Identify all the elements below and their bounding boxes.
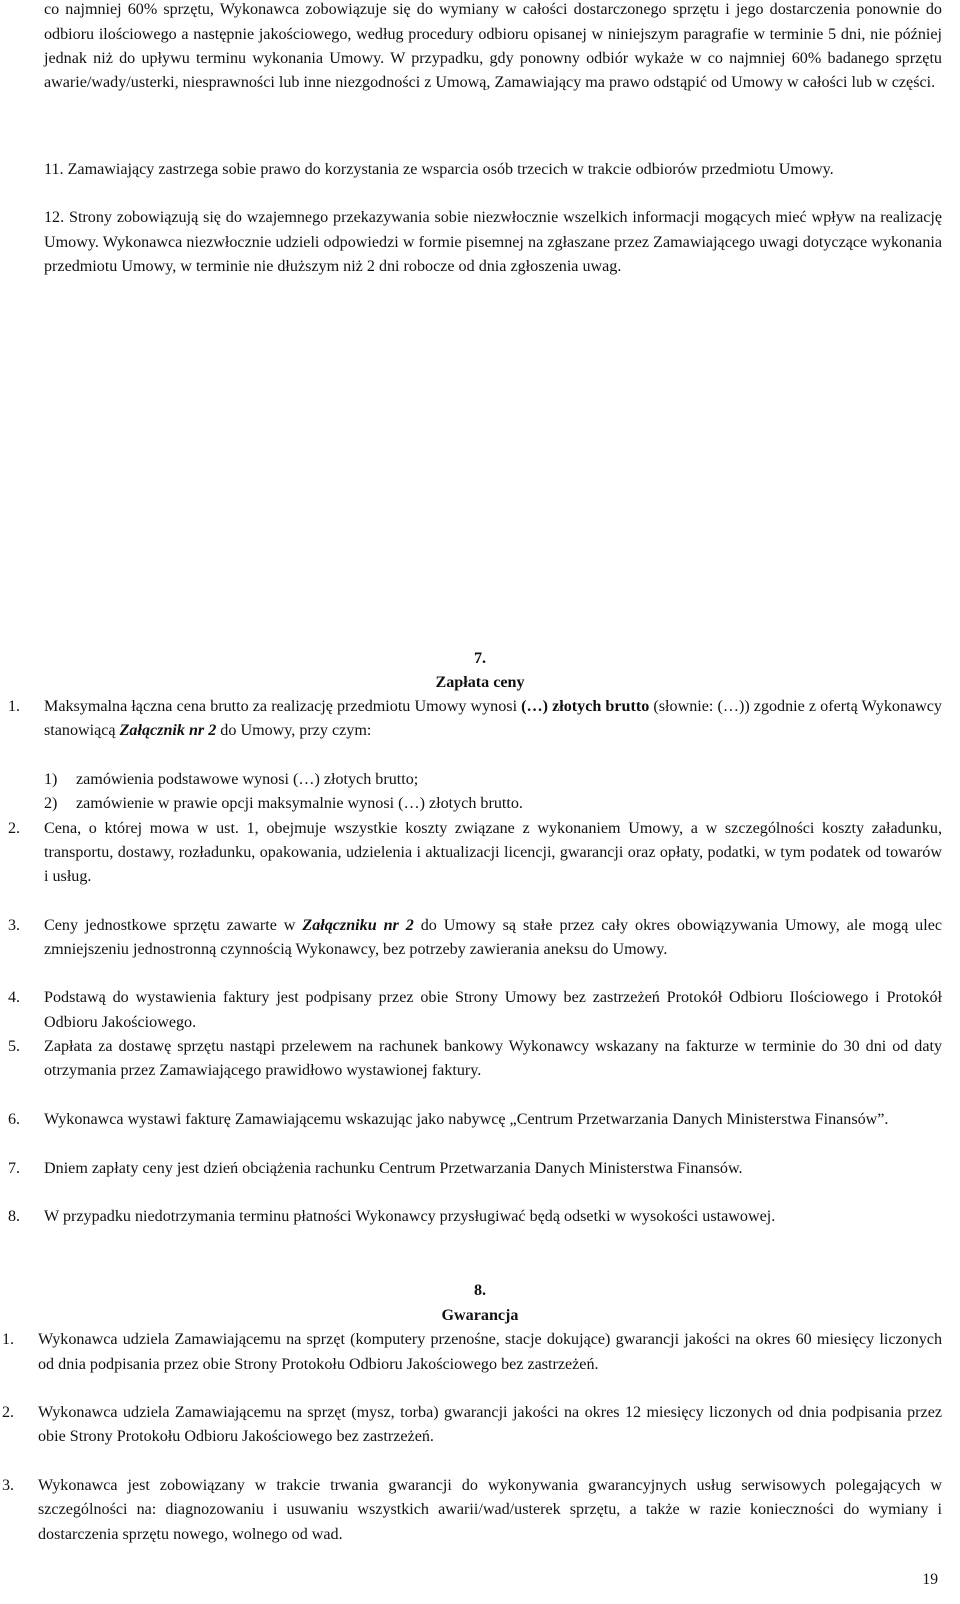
item-number: 1. <box>8 698 21 716</box>
subitem-text: zamówienie w prawie opcji maksymalnie wynosi (…) złotych brutto. <box>76 795 523 813</box>
item-text <box>44 695 942 744</box>
section-7-title: Zapłata ceny <box>435 674 525 692</box>
item-text <box>44 914 942 963</box>
item-number: 4. <box>8 989 21 1007</box>
paragraph-number: 12. <box>44 209 65 227</box>
section-7-number: 7. <box>473 649 487 667</box>
section-8-title: Gwarancja <box>441 1306 519 1324</box>
paragraph-10: co najmniej 60% sprzętu, Wykonawca zobowiązuje się do wymiany w całości dostarczonego sprzętu i jego dostarczenia ponownie do odbioru ilościowego a następnie jakościowego, według procedury odbioru opisanej w niniejszym paragrafie w terminie 5 dni, nie później jednak niż do upływu terminu wykonania Umowy. W przypadku, gdy ponowny odbiór wykaże w co najmniej 60% badanego sprzętu awarie/wady/usterki, niesprawności lub inne niezgodności z Umową, Zamawiający ma prawo odstąpić od Umowy w całości lub w części. <box>44 1 942 92</box>
item-number: 6. <box>8 1110 21 1128</box>
item-number: 3. <box>8 916 21 934</box>
attachment-reference: Załączniku nr 2 <box>302 916 414 934</box>
item-text-part: (słownie: (…)) zgodnie z ofertą Wykonawcy stanowiącą <box>44 698 942 740</box>
item-text: Podstawą do wystawienia faktury jest podpisany przez obie Strony Umowy bez zastrzeżeń Protokół Odbioru Ilościowego i Protokół Odbioru Jakościowego. <box>44 989 942 1031</box>
page-number: 19 <box>922 1570 938 1588</box>
item-text: Zapłata za dostawę sprzętu nastąpi przelewem na rachunek bankowy Wykonawcy wskazany na fakturze w terminie do 30 dni od daty otrzymania przez Zamawiającego prawidłowo wystawionej faktury. <box>44 1037 942 1080</box>
item-text-part: do Umowy, przy czym: <box>216 722 372 740</box>
paragraph-number: 11. <box>44 160 64 178</box>
item-number: 8. <box>8 1208 21 1226</box>
item-number: 5. <box>8 1037 21 1055</box>
item-number: 2. <box>8 819 21 837</box>
item-text-part: do Umowy są stałe przez cały okres obowiązywania Umowy, ale mogą ulec zmniejszeniu jednostronną czynnością Wykonawcy, bez potrzeby zawierania aneksu do Umowy. <box>44 916 942 959</box>
item-number: 1. <box>2 1331 15 1349</box>
item-text: Wykonawca udziela Zamawiającemu na sprzęt (komputery przenośne, stacje dokujące) gwarancji jakości na okres 60 miesięcy liczonych od dnia podpisania przez obie Strony Protokołu Odbioru Jakościowego bez zastrzeżeń. <box>38 1331 942 1373</box>
item-text: Wykonawca udziela Zamawiającemu na sprzęt (mysz, torba) gwarancji jakości na okres 12 miesięcy liczonych od dnia podpisania przez obie Strony Protokołu Odbioru Jakościowego bez zastrzeżeń. <box>38 1403 942 1446</box>
subitem-number: 1) <box>44 771 58 789</box>
item-number: 3. <box>2 1477 15 1495</box>
item-text-bold: (…) złotych brutto <box>521 698 650 716</box>
subitem-number: 2) <box>44 795 58 813</box>
section-8-number: 8. <box>473 1282 487 1300</box>
item-number: 2. <box>2 1403 15 1421</box>
item-text: Dniem zapłaty ceny jest dzień obciążenia rachunku Centrum Przetwarzania Danych Ministerstwa Finansów. <box>44 1159 743 1177</box>
paragraph-text: Strony zobowiązują się do wzajemnego przekazywania sobie niezwłocznie wszelkich informacji mogących mieć wpływ na realizację Umowy. Wykonawca niezwłocznie udzieli odpowiedzi w formie pisemnej na zgłaszane przez Zamawiającego uwagi dotyczące wykonania przedmiotu Umowy, w terminie nie dłuższym niż 2 dni robocze od dnia zgłoszenia uwag. <box>44 209 943 276</box>
subitem-text: zamówienia podstawowe wynosi (…) złotych brutto; <box>76 771 419 789</box>
item-text-part: Ceny jednostkowe sprzętu zawarte w <box>44 916 303 934</box>
paragraph-11 <box>44 158 942 182</box>
item-text: Cena, o której mowa w ust. 1, obejmuje wszystkie koszty związane z wykonaniem Umowy, a w szczególności koszty załadunku, transportu, dostawy, rozładunku, opakowania, udzielenia i aktualizacji licencji, gwarancji oraz opłaty, podatki, w tym podatek od towarów i usług. <box>44 819 942 886</box>
item-text-part: Maksymalna łączna cena brutto za realizację przedmiotu Umowy wynosi <box>44 698 522 716</box>
attachment-reference: Załącznik nr 2 <box>119 722 217 740</box>
item-text: W przypadku niedotrzymania terminu płatności Wykonawcy przysługiwać będą odsetki w wysokości ustawowej. <box>44 1208 776 1226</box>
paragraph-text: Zamawiający zastrzega sobie prawo do korzystania ze wsparcia osób trzecich w trakcie odbiorów przedmiotu Umowy. <box>67 160 834 178</box>
item-number: 7. <box>8 1159 21 1177</box>
item-text: Wykonawca wystawi fakturę Zamawiającemu wskazując jako nabywcę „Centrum Przetwarzania Danych Ministerstwa Finansów”. <box>44 1110 889 1128</box>
item-text: Wykonawca jest zobowiązany w trakcie trwania gwarancji do wykonywania gwarancyjnych usług serwisowych polegających w szczególności na: diagnozowaniu i usuwaniu wszystkich awarii/wad/usterek sprzętu, a także w razie konieczności do wymiany i dostarczenia sprzętu nowego, wolnego od wad. <box>38 1477 942 1543</box>
paragraph-12 <box>44 206 942 279</box>
